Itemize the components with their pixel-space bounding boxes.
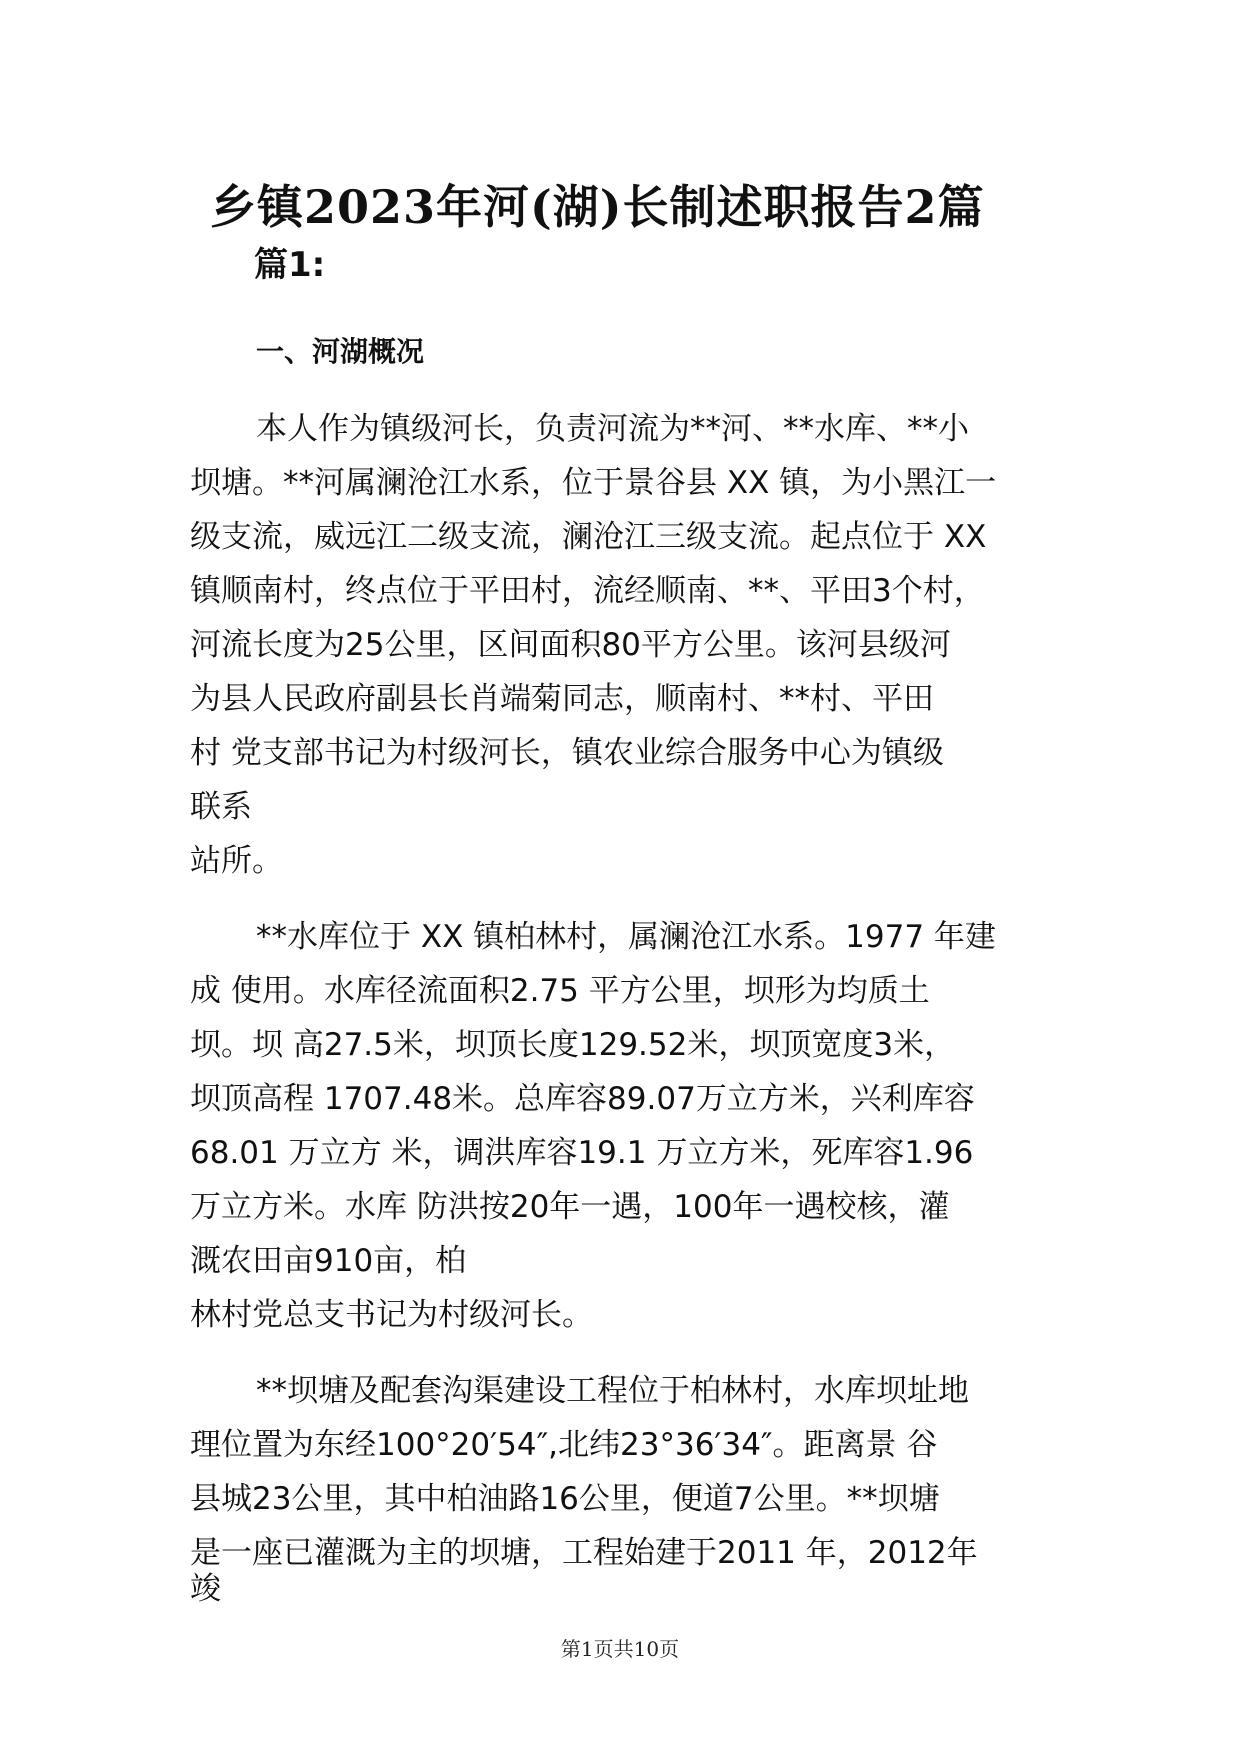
text-line: 联系 bbox=[190, 789, 252, 825]
text-line: 站所。 bbox=[190, 843, 283, 879]
text-line: 坝塘。**河属澜沧江水系，位于景谷县 XX 镇，为小黑江一 bbox=[190, 465, 997, 501]
text-line: 坝。坝 高27.5米，坝顶长度129.52米，坝顶宽度3米， bbox=[190, 1027, 956, 1063]
text-line: 成 使用。水库径流面积2.75 平方公里，坝形为均质土 bbox=[190, 973, 930, 1009]
text-line: 万立方米。水库 防洪按20年一遇，100年一遇校核，灌 bbox=[190, 1189, 950, 1225]
text-line: 河流长度为25公里，区间面积80平方公里。该河县级河 bbox=[190, 627, 951, 663]
text-line: 68.01 万立方 米，调洪库容19.1 万立方米，死库容1.96 bbox=[190, 1135, 974, 1171]
text-line: 级支流，威远江二级支流，澜沧江三级支流。起点位于 XX bbox=[190, 519, 987, 555]
document-title: 乡镇2023年河(湖)长制述职报告2篇 bbox=[210, 180, 985, 234]
section-heading: 一、河湖概况 bbox=[256, 335, 425, 368]
text-line: **坝塘及配套沟渠建设工程位于柏林村，水库坝址地 bbox=[256, 1373, 969, 1409]
page-footer: 第1页共10页 bbox=[560, 1637, 680, 1661]
text-line: 是一座已灌溉为主的坝塘，工程始建于2011 年，2012年 bbox=[190, 1535, 978, 1571]
text-line: 林村党总支书记为村级河长。 bbox=[190, 1297, 593, 1333]
text-line: 镇顺南村，终点位于平田村，流经顺南、**、平田3个村， bbox=[190, 573, 985, 609]
text-line: 本人作为镇级河长，负责河流为**河、**水库、**小 bbox=[256, 411, 969, 447]
text-line: 为县人民政府副县长肖端菊同志，顺南村、**村、平田 bbox=[190, 681, 934, 717]
text-line: **水库位于 XX 镇柏林村，属澜沧江水系。1977 年建 bbox=[256, 919, 996, 955]
text-line: 县城23公里，其中柏油路16公里，便道7公里。**坝塘 bbox=[190, 1481, 940, 1517]
text-line: 坝顶高程 1707.48米。总库容89.07万立方米，兴利库容 bbox=[190, 1081, 975, 1117]
document-subtitle: 篇1: bbox=[254, 245, 326, 285]
text-line: 村 党支部书记为村级河长，镇农业综合服务中心为镇级 bbox=[190, 735, 944, 771]
text-line: 竣 bbox=[190, 1571, 221, 1607]
text-line: 理位置为东经100°20′54″,北纬23°36′34″。距离景 谷 bbox=[190, 1427, 938, 1463]
text-line: 溉农田亩910亩，柏 bbox=[190, 1243, 467, 1279]
